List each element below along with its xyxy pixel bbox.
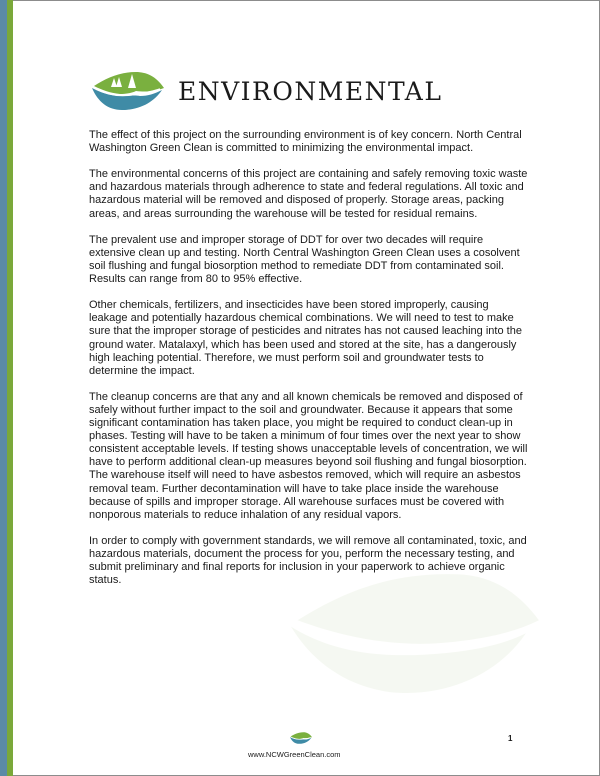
page-title: ENVIRONMENTAL [178, 76, 443, 106]
paragraph-concerns: The environmental concerns of this project are containing and safely removing toxic waste and hazardous materials through adherence to state and federal regulations. All toxic and hazardous material will be removed and disposed of properly. Storage areas, packing areas, and areas surrounding the warehouse will be tested for residual remains. [89, 168, 528, 220]
paragraph-compliance: In order to comply with government standards, we will remove all contaminated, toxic, and hazardous materials, document the process for you, perform the necessary testing, and submit preliminary and final reports for inclusion in your paperwork to achieve organic status. [89, 534, 527, 587]
paragraph-intro: The effect of this project on the surrounding environment is of key concern. North Central Washington Green Clean is committed to minimizing the environmental impact. [89, 129, 522, 155]
page-number: 1 [508, 734, 513, 743]
left-blue-stripe [0, 0, 7, 776]
footer-logo-icon [285, 731, 317, 745]
paragraph-chemicals: Other chemicals, fertilizers, and insecticides have been stored improperly, causing leakage and potentially hazardous chemical combinations. We will need to test to make sure that the improper storage of pesticides and nitrates has not caused leaching into the ground water. Matalaxyl, which has been used and stored at the site, has a dangerously high leaching potential. Therefore, we must perform soil and groundwater tests to determine the impact. [89, 299, 522, 377]
leaf-river-logo-icon [88, 68, 168, 114]
paragraph-ddt: The prevalent use and improper storage of DDT for over two decades will require extensive clean up and testing. North Central Washington Green Clean uses a cosolvent soil flushing and fungal biosorption method to remediate DDT from contaminated soil. Results can range from 80 to 95% effective. [89, 233, 520, 286]
page-header [88, 68, 442, 114]
left-green-stripe [7, 0, 13, 776]
paragraph-cleanup: The cleanup concerns are that any and all known chemicals be removed and disposed of safely without further impact to the soil and groundwater. Because it appears that some significant contamination has taken place, you might be required to conduct clean-up in phases. Testing will have to be taken a minimum of four times over the next year to show consistent acceptable levels. If testing shows unacceptable levels of concentration, we will have to perform additional clean-up measures beyond soil flushing and fungal biosorption. The warehouse itself will need to have asbestos removed, which will require an asbestos removal team. Further decontamination will have to take place inside the warehouse because of spills and improper storage. All warehouse surfaces must be covered with nonporous materials to reduce inhalation of any residual vapors. [89, 390, 528, 521]
document-body [89, 129, 529, 600]
footer-website-link[interactable]: www.NCWGreenClean.com [248, 750, 341, 759]
